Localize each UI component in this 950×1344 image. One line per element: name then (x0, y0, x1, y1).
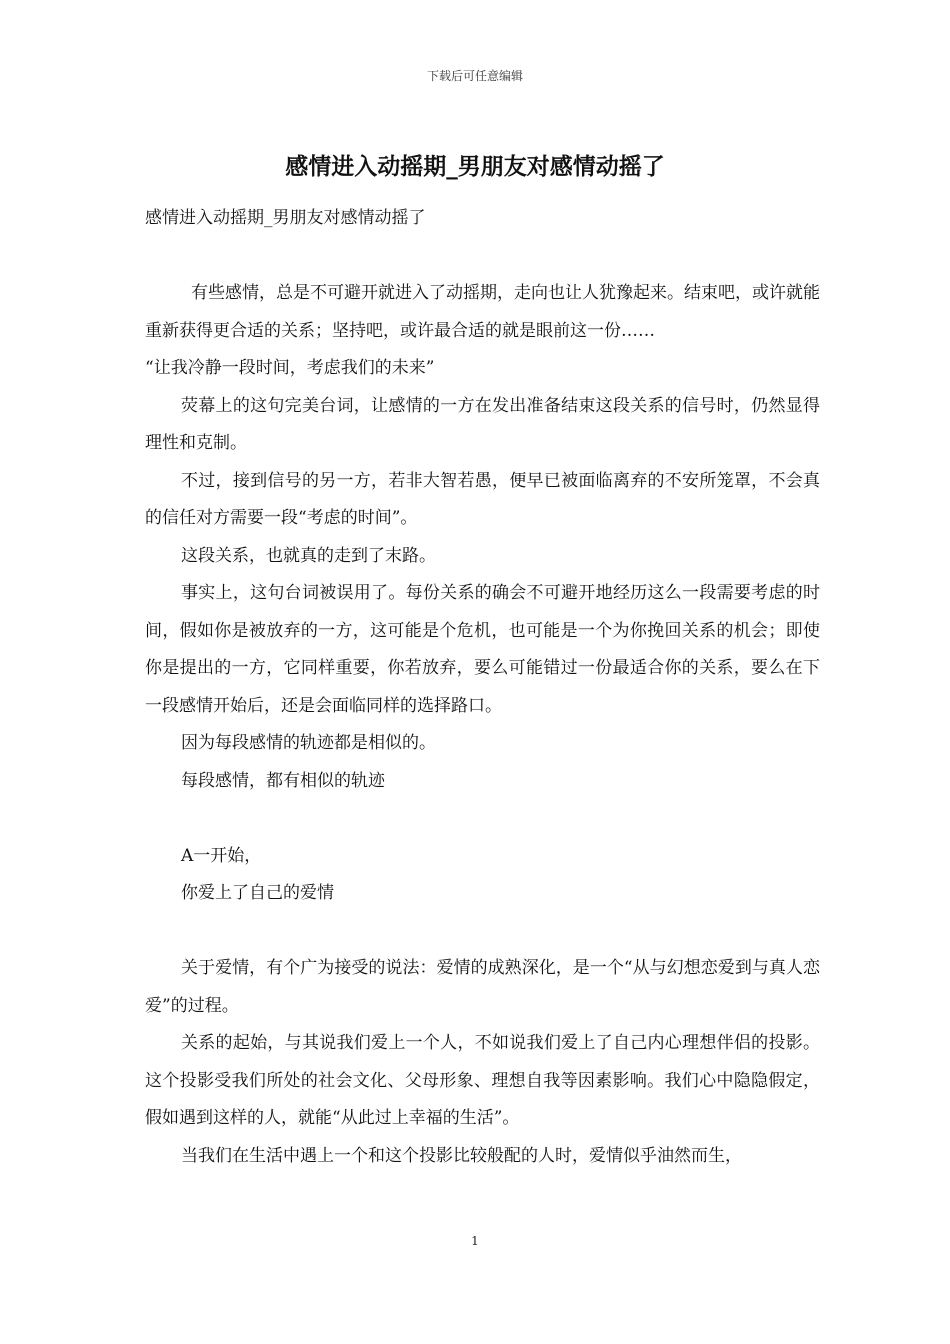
paragraph: 关系的起始，与其说我们爱上一个人，不如说我们爱上了自己内心理想伴侣的投影。这个投影受我们所处的社会文化、父母形象、理想自我等因素影响。我们心中隐隐假定，假如遇到这样的人，就能“从此过上幸福的生活”。 (145, 1033, 820, 1128)
paragraph: 关于爱情，有个广为接受的说法：爱情的成熟深化，是一个“从与幻想恋爱到与真人恋爱”的过程。 (145, 958, 820, 1016)
document-body (145, 200, 820, 1175)
paragraph: 事实上，这句台词被误用了。每份关系的确会不可避开地经历这么一段需要考虑的时间，假如你是被放弃的一方，这可能是个危机，也可能是一个为你挽回关系的机会；即使你是提出的一方，它同样重要，你若放弃，要么可能错过一份最适合你的关系，要么在下一段感情开始后，还是会面临同样的选择路口。 (145, 583, 820, 716)
paragraph: “让我冷静一段时间，考虑我们的未来” (145, 358, 435, 378)
paragraph: 不过，接到信号的另一方，若非大智若愚，便早已被面临离弃的不安所笼罩，不会真的信任对方需要一段“考虑的时间”。 (145, 470, 820, 528)
section-heading: 你爱上了自己的爱情 (181, 883, 334, 903)
paragraph: 当我们在生活中遇上一个和这个投影比较般配的人时，爱情似乎油然而生， (181, 1145, 742, 1166)
paragraph: 荧幕上的这句完美台词，让感情的一方在发出准备结束这段关系的信号时，仍然显得理性和克制。 (145, 395, 820, 453)
header-note: 下载后可任意编辑 (426, 69, 523, 83)
section-heading: A一开始， (181, 845, 262, 866)
paragraph: 这段关系，也就真的走到了末路。 (181, 545, 436, 566)
blank-line (145, 913, 820, 951)
blank-line (145, 238, 820, 276)
document-title: 感情进入动摇期_男朋友对感情动摇了 (285, 153, 665, 180)
page-number: 1 (471, 1234, 479, 1248)
section-heading: 每段感情，都有相似的轨迹 (181, 770, 385, 791)
subtitle: 感情进入动摇期_男朋友对感情动摇了 (145, 208, 426, 228)
blank-line (145, 800, 820, 838)
paragraph: 因为每段感情的轨迹都是相似的。 (181, 733, 436, 753)
paragraph: 有些感情，总是不可避开就进入了动摇期，走向也让人犹豫起来。结束吧，或许就能重新获得更合适的关系；坚持吧，或许最合适的就是眼前这一份…… (145, 283, 820, 341)
